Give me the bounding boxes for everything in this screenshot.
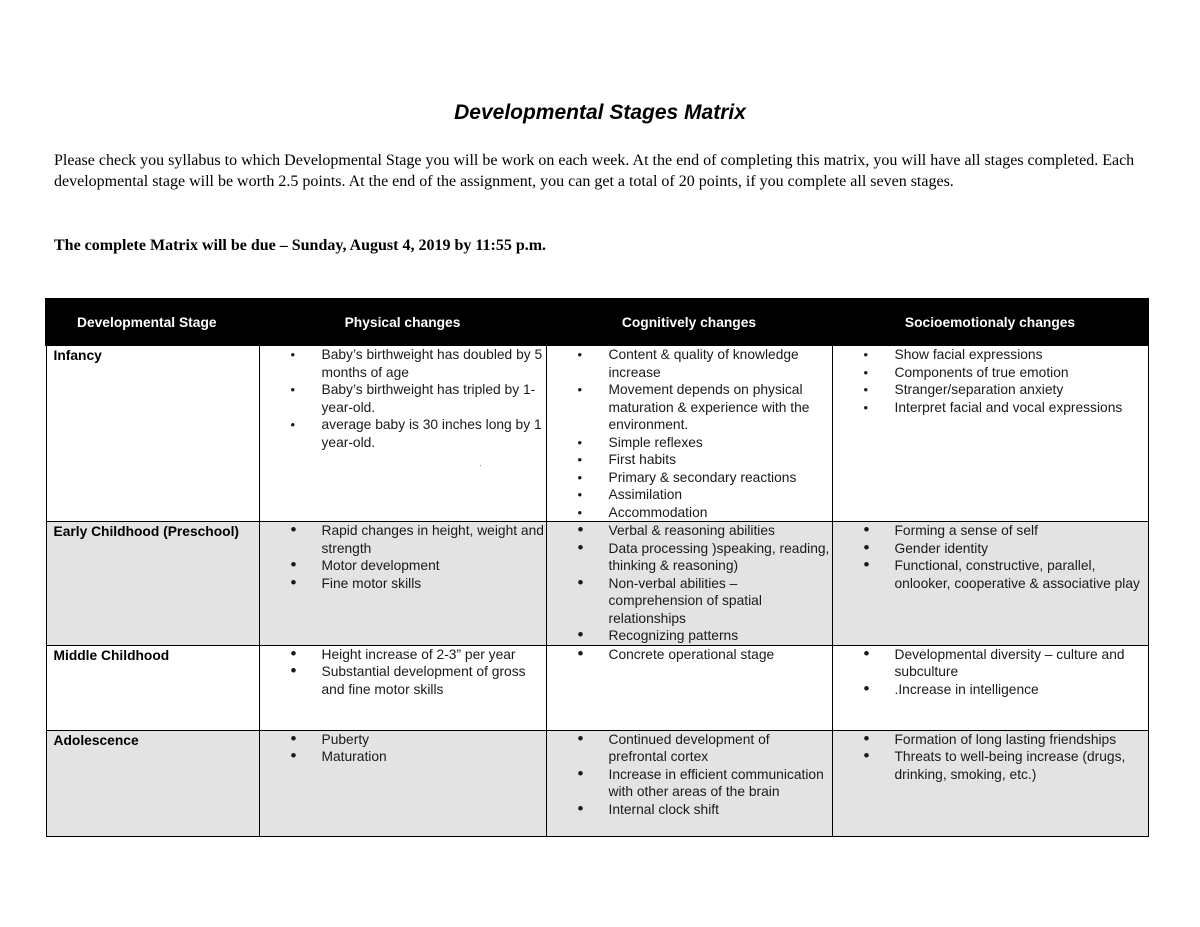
physical-changes-cell [259,522,546,646]
table-row [46,522,1148,646]
list-item: • Formation of long lasting friendships [895,731,1148,749]
list-item: • Rapid changes in height, weight and strength [322,522,546,557]
list-item: • Concrete operational stage [609,646,832,664]
cognitive-changes-cell [546,522,832,646]
list-item: • Baby’s birthweight has tripled by 1-year-old. [322,381,546,416]
list-item: • Threats to well-being increase (drugs, drinking, smoking, etc.) [895,748,1148,783]
list-item: • Data processing )speaking, reading, thinking & reasoning) [609,540,832,575]
list-item: • Internal clock shift [609,801,832,819]
list-item: • Simple reflexes [609,434,832,452]
stage-name-cell: Middle Childhood [46,645,259,730]
list-item: • Continued development of prefrontal cortex [609,731,832,766]
list-item: • Movement depends on physical maturation & experience with the environment. [609,381,832,434]
stage-name-cell: Early Childhood (Preschool) [46,522,259,646]
cognitive-changes-cell [546,345,832,522]
cognitive-changes-list [547,646,832,664]
list-item: • Developmental diversity – culture and subculture [895,646,1148,681]
header-developmental-stage: Developmental Stage [46,299,259,345]
physical-changes-list [260,522,546,592]
list-item: • average baby is 30 inches long by 1 year-old. [322,416,546,451]
table-row [46,345,1148,522]
list-item: • .Increase in intelligence [895,681,1148,699]
socio-changes-list [833,731,1148,784]
list-item: • Components of true emotion [895,364,1148,382]
list-item: • Fine motor skills [322,575,546,593]
list-item: • Show facial expressions [895,346,1148,364]
list-item: • Recognizing patterns [609,627,832,645]
list-item: • Forming a sense of self [895,522,1148,540]
socio-changes-cell [832,345,1148,522]
intro-paragraph: Please check you syllabus to which Developmental Stage you will be work on each week. At the end of completing this matrix, you will have all stages completed. Each developmental stage will be worth 2.5 points. At the end of the assignment, you can get a total of 20 points, if you complete all seven stages. [54,152,1135,190]
list-item: • Stranger/separation anxiety [895,381,1148,399]
cognitive-changes-list [547,522,832,645]
socio-changes-list [833,522,1148,592]
socio-changes-cell [832,645,1148,730]
list-item: • Interpret facial and vocal expressions [895,399,1148,417]
physical-changes-list [260,731,546,766]
list-item: • Baby’s birthweight has doubled by 5 months of age [322,346,546,381]
header-cognitive-changes: Cognitively changes [546,299,832,345]
header-physical-changes: Physical changes [259,299,546,345]
physical-changes-list [260,346,546,451]
list-item: • Accommodation [609,504,832,522]
list-item: • Non-verbal abilities – comprehension of spatial relationships [609,575,832,628]
stage-name-cell: Infancy [46,345,259,522]
list-item: • Puberty [322,731,546,749]
list-item: • Functional, constructive, parallel, onlooker, cooperative & associative play [895,557,1148,592]
list-item: • Content & quality of knowledge increase [609,346,832,381]
socio-changes-cell [832,730,1148,836]
socio-changes-list [833,346,1148,416]
list-item: • First habits [609,451,832,469]
stray-mark: . [479,459,482,468]
list-item: • Verbal & reasoning abilities [609,522,832,540]
cognitive-changes-cell [546,730,832,836]
physical-changes-cell [259,345,546,522]
physical-changes-list [260,646,546,699]
list-item: • Assimilation [609,486,832,504]
physical-changes-cell [259,645,546,730]
table-row [46,730,1148,836]
physical-changes-cell [259,730,546,836]
list-item: • Increase in efficient communication with other areas of the brain [609,766,832,801]
socio-changes-cell [832,522,1148,646]
table-row [46,645,1148,730]
cognitive-changes-list [547,731,832,819]
list-item: • Gender identity [895,540,1148,558]
developmental-matrix-table [45,298,1149,837]
socio-changes-list [833,646,1148,699]
page-title: Developmental Stages Matrix [454,101,746,124]
stage-name-cell: Adolescence [46,730,259,836]
table-header-row [46,299,1148,345]
list-item: • Primary & secondary reactions [609,469,832,487]
header-socioemotional-changes: Socioemotionaly changes [832,299,1148,345]
list-item: • Height increase of 2-3” per year [322,646,546,664]
list-item: • Substantial development of gross and fine motor skills [322,663,546,698]
due-date-notice: The complete Matrix will be due – Sunday, August 4, 2019 by 11:55 p.m. [54,237,547,254]
cognitive-changes-list [547,346,832,521]
list-item: • Maturation [322,748,546,766]
list-item: • Motor development [322,557,546,575]
cognitive-changes-cell [546,645,832,730]
